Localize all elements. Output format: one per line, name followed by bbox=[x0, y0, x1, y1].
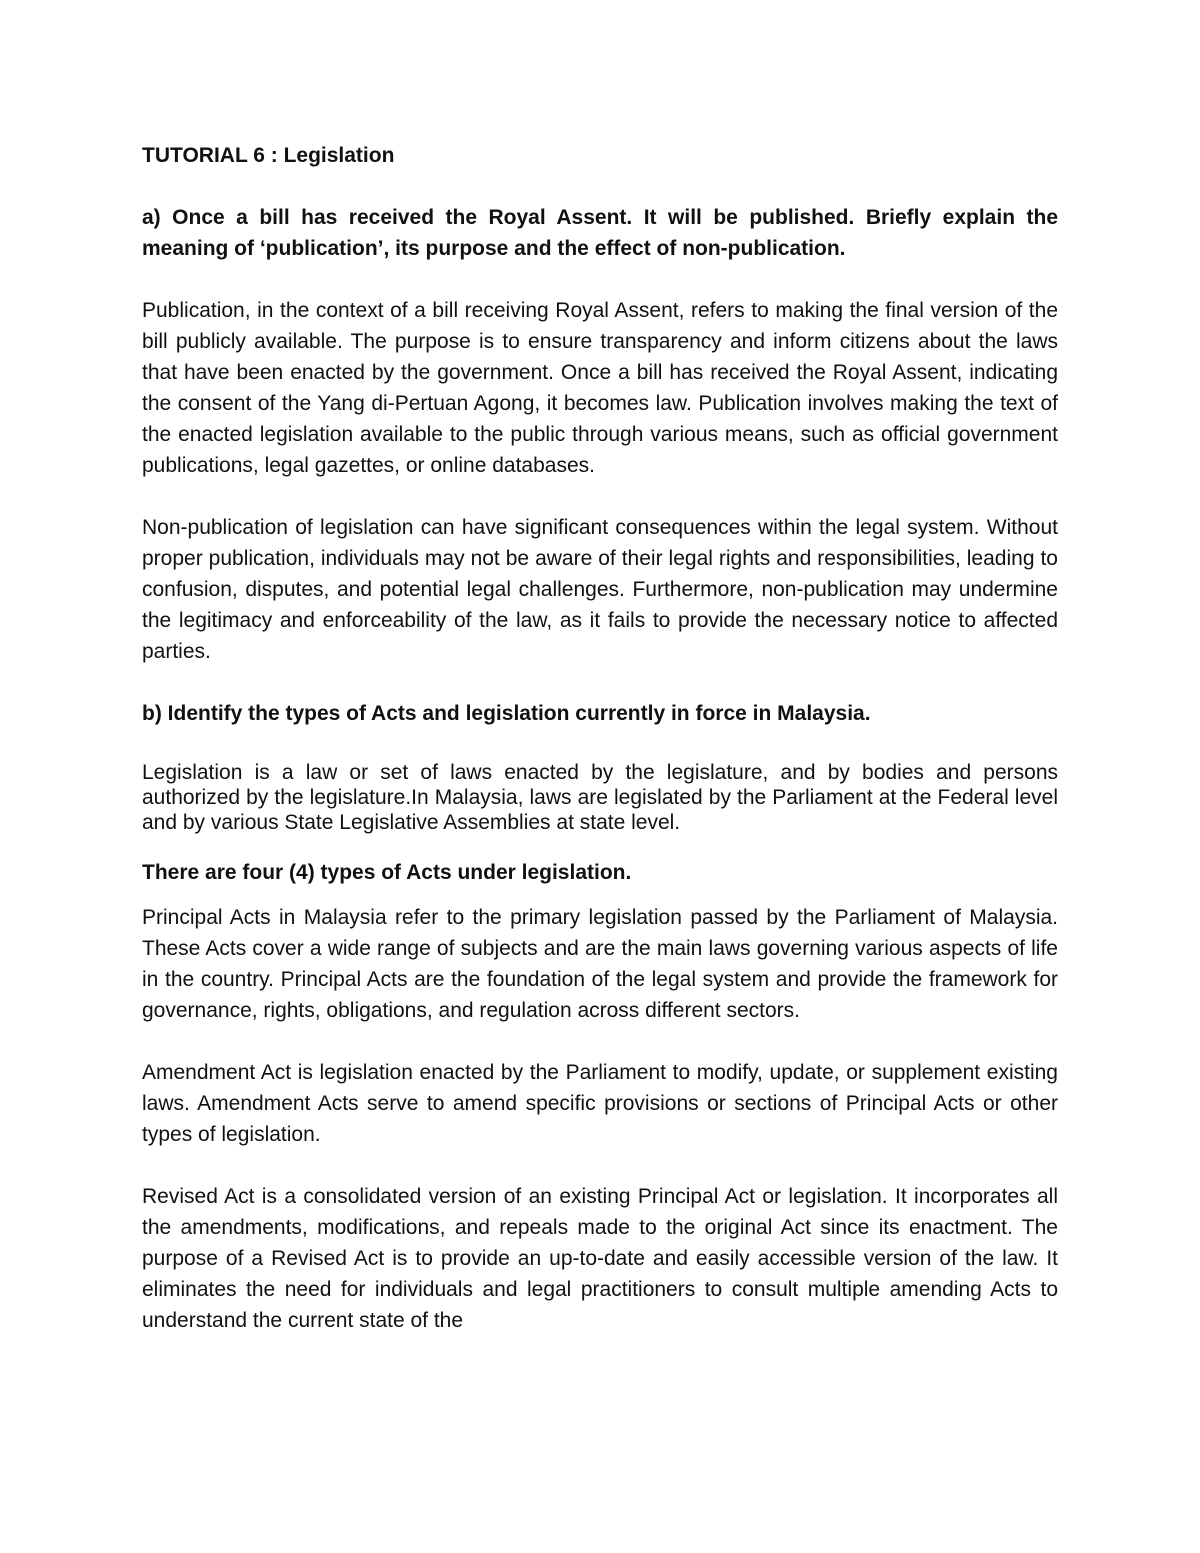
answer-a-paragraph-2: Non-publication of legislation can have significant consequences within the legal system. Without proper publication, individuals may not be aware of their legal rights and responsibilities, leading to confusion, disputes, and potential legal challenges. Furthermore, non-publication may undermine the legitimacy and enforceability of the law, as it fails to provide the necessary notice to affected parties. bbox=[142, 516, 1058, 663]
answer-b-paragraph-1: Legislation is a law or set of laws enacted by the legislature, and by bodies and persons authorized by the legislature.In Malaysia, laws are legislated by the Parliament at the Federal level and by various State Legislative Assemblies at state level. bbox=[142, 761, 1058, 834]
acts-types-heading: There are four (4) types of Acts under legislation. bbox=[142, 861, 632, 884]
question-a: a) Once a bill has received the Royal Assent. It will be published. Briefly explain the meaning of ‘publication’, its purpose and the effect of non-publication. bbox=[142, 206, 1058, 260]
amendment-act-paragraph: Amendment Act is legislation enacted by the Parliament to modify, update, or supplement existing laws. Amendment Acts serve to amend specific provisions or sections of Principal Acts or other types of legislation. bbox=[142, 1061, 1058, 1146]
document-body bbox=[142, 140, 1058, 1336]
question-b: b) Identify the types of Acts and legislation currently in force in Malaysia. bbox=[142, 702, 871, 725]
answer-a-paragraph-1: Publication, in the context of a bill receiving Royal Assent, refers to making the final version of the bill publicly available. The purpose is to ensure transparency and inform citizens about the laws that have been enacted by the government. Once a bill has received the Royal Assent, indicating the consent of the Yang di-Pertuan Agong, it becomes law. Publication involves making the text of the enacted legislation available to the public through various means, such as official government publications, legal gazettes, or online databases. bbox=[142, 299, 1058, 477]
document-title: TUTORIAL 6 : Legislation bbox=[142, 144, 395, 167]
principal-acts-paragraph: Principal Acts in Malaysia refer to the primary legislation passed by the Parliament of Malaysia. These Acts cover a wide range of subjects and are the main laws governing various aspects of life in the country. Principal Acts are the foundation of the legal system and provide the framework for governance, rights, obligations, and regulation across different sectors. bbox=[142, 906, 1058, 1022]
revised-act-paragraph: Revised Act is a consolidated version of an existing Principal Act or legislation. It incorporates all the amendments, modifications, and repeals made to the original Act since its enactment. The purpose of a Revised Act is to provide an up-to-date and easily accessible version of the law. It eliminates the need for individuals and legal practitioners to consult multiple amending Acts to understand the current state of the bbox=[142, 1185, 1058, 1332]
